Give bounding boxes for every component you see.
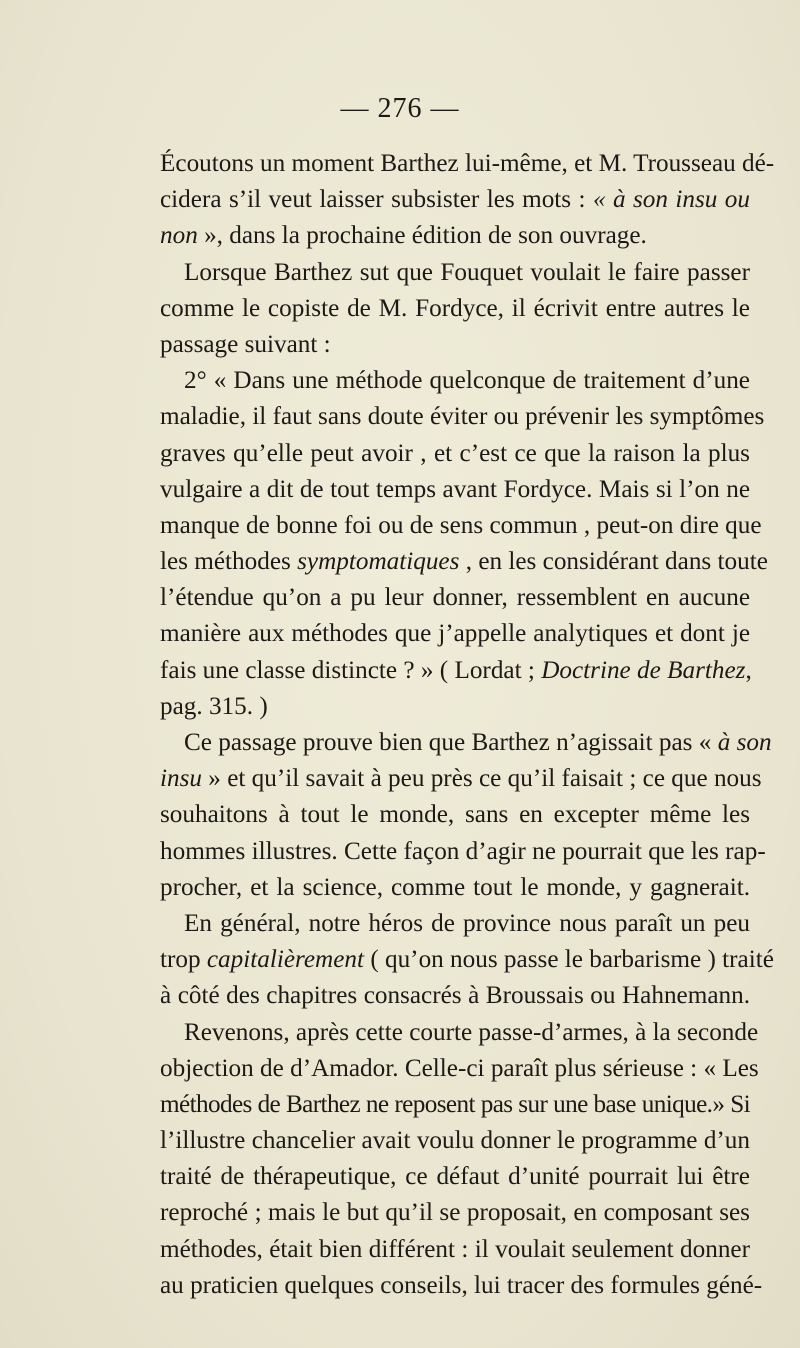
text-segment: maladie, il faut sans doute éviter ou prévenir les symptômes [160, 403, 765, 431]
text-segment: pag. 315. ) [160, 692, 268, 720]
text-segment: Lorsque Barthez sut que Fouquet voulait le faire passer [184, 258, 750, 286]
text-line [160, 978, 750, 1014]
text-segment: à côté des chapitres consacrés à Broussais ou Hahnemann. [160, 982, 750, 1010]
text-segment: manque de bonne foi ou de sens commun , peut-on dire que [160, 511, 762, 539]
text-line [160, 472, 750, 508]
body-text [160, 146, 775, 1304]
text-segment: traité de thérapeutique, ce défaut d’unité pourrait lui être [160, 1163, 750, 1191]
text-segment: » et qu’il savait à peu près ce qu’il faisait ; ce que nous [202, 765, 762, 793]
text-segment: reproché ; mais le but qu’il se proposait, en composant ses [160, 1199, 750, 1227]
text-segment: », dans la prochaine édition de son ouvrage. [197, 222, 647, 250]
text-line [160, 1087, 750, 1123]
text-line [160, 544, 768, 580]
text-line [160, 580, 750, 616]
text-line [160, 255, 750, 291]
text-line [160, 1195, 750, 1231]
text-line [160, 436, 750, 472]
text-line [160, 146, 775, 182]
text-line [160, 1268, 763, 1304]
text-segment: l’illustre chancelier avait voulu donner le programme d’un [160, 1127, 750, 1155]
text-line [160, 689, 750, 725]
text-line [160, 906, 750, 942]
text-line [160, 327, 750, 363]
italic-text: insu [160, 765, 202, 793]
text-segment: les méthodes [160, 548, 298, 576]
text-line [160, 1159, 750, 1195]
italic-text: Doctrine de Barthez [541, 656, 746, 684]
text-segment: méthodes de Barthez ne reposent pas sur une base unique.» Si [160, 1090, 750, 1118]
text-segment: 2° « Dans une méthode quelconque de traitement d’une [184, 367, 750, 395]
text-line [160, 508, 762, 544]
text-line [160, 399, 765, 435]
text-line [160, 1015, 759, 1051]
text-line [160, 797, 750, 833]
italic-text: « à son insu ou [592, 186, 750, 214]
text-segment: Revenons, après cette courte passe-d’armes, à la seconde [184, 1018, 759, 1046]
text-segment: méthodes, était bien différent : il voulait seulement donner [160, 1235, 750, 1263]
italic-text: capitalièrement [206, 946, 365, 974]
text-segment: procher, et la science, comme tout le monde, y gagnerait. [160, 873, 750, 901]
text-line [160, 942, 774, 978]
text-segment: Ce passage prouve bien que Barthez n’agissait pas « [184, 729, 718, 756]
text-segment: cidera s’il veut laisser subsister les mots : [160, 186, 593, 214]
text-line [160, 363, 750, 399]
text-segment: au praticien quelques conseils, lui tracer des formules géné- [160, 1271, 763, 1299]
text-line [160, 761, 762, 797]
text-segment: graves qu’elle peut avoir , et c’est ce que la raison la plus [160, 439, 750, 467]
italic-text: à son [717, 729, 772, 756]
text-segment: l’étendue qu’on a pu leur donner, ressemblent en aucune [160, 584, 750, 612]
text-segment: , en les considérant dans toute [459, 548, 768, 576]
text-line [160, 834, 766, 870]
text-line [160, 218, 750, 254]
text-line [160, 182, 750, 218]
text-segment: fais une classe distincte ? » ( Lordat ; [160, 656, 542, 684]
text-line [160, 870, 750, 906]
text-segment: comme le copiste de M. Fordyce, il écrivit entre autres le [160, 294, 750, 322]
text-segment: objection de d’Amador. Celle-ci paraît plus sérieuse : « Les [160, 1054, 759, 1082]
text-segment: , [745, 656, 752, 684]
text-line [160, 653, 750, 689]
text-segment: trop [160, 946, 207, 974]
page-number: — 276 — [340, 93, 460, 124]
italic-text: symptomatiques [297, 548, 460, 576]
text-segment: manière aux méthodes que j’appelle analytiques et dont je [160, 620, 750, 648]
text-segment: vulgaire a dit de tout temps avant Fordyce. Mais si l’on ne [160, 475, 750, 503]
text-segment: Écoutons un moment Barthez lui-même, et M. Trousseau dé- [160, 150, 775, 177]
text-segment: souhaitons à tout le monde, sans en excepter même les [160, 801, 750, 829]
text-line [160, 725, 772, 761]
text-segment: hommes illustres. Cette façon d’agir ne pourrait que les rap- [160, 837, 766, 865]
text-line [160, 616, 750, 652]
text-segment: En général, notre héros de province nous paraît un peu [184, 909, 750, 937]
italic-text: non [160, 222, 198, 250]
text-line [160, 291, 750, 327]
text-line [160, 1232, 750, 1268]
text-line [160, 1051, 759, 1087]
text-line [160, 1123, 750, 1159]
text-segment: ( qu’on nous passe le barbarisme ) traité [364, 946, 774, 974]
text-segment: passage suivant : [160, 330, 331, 358]
